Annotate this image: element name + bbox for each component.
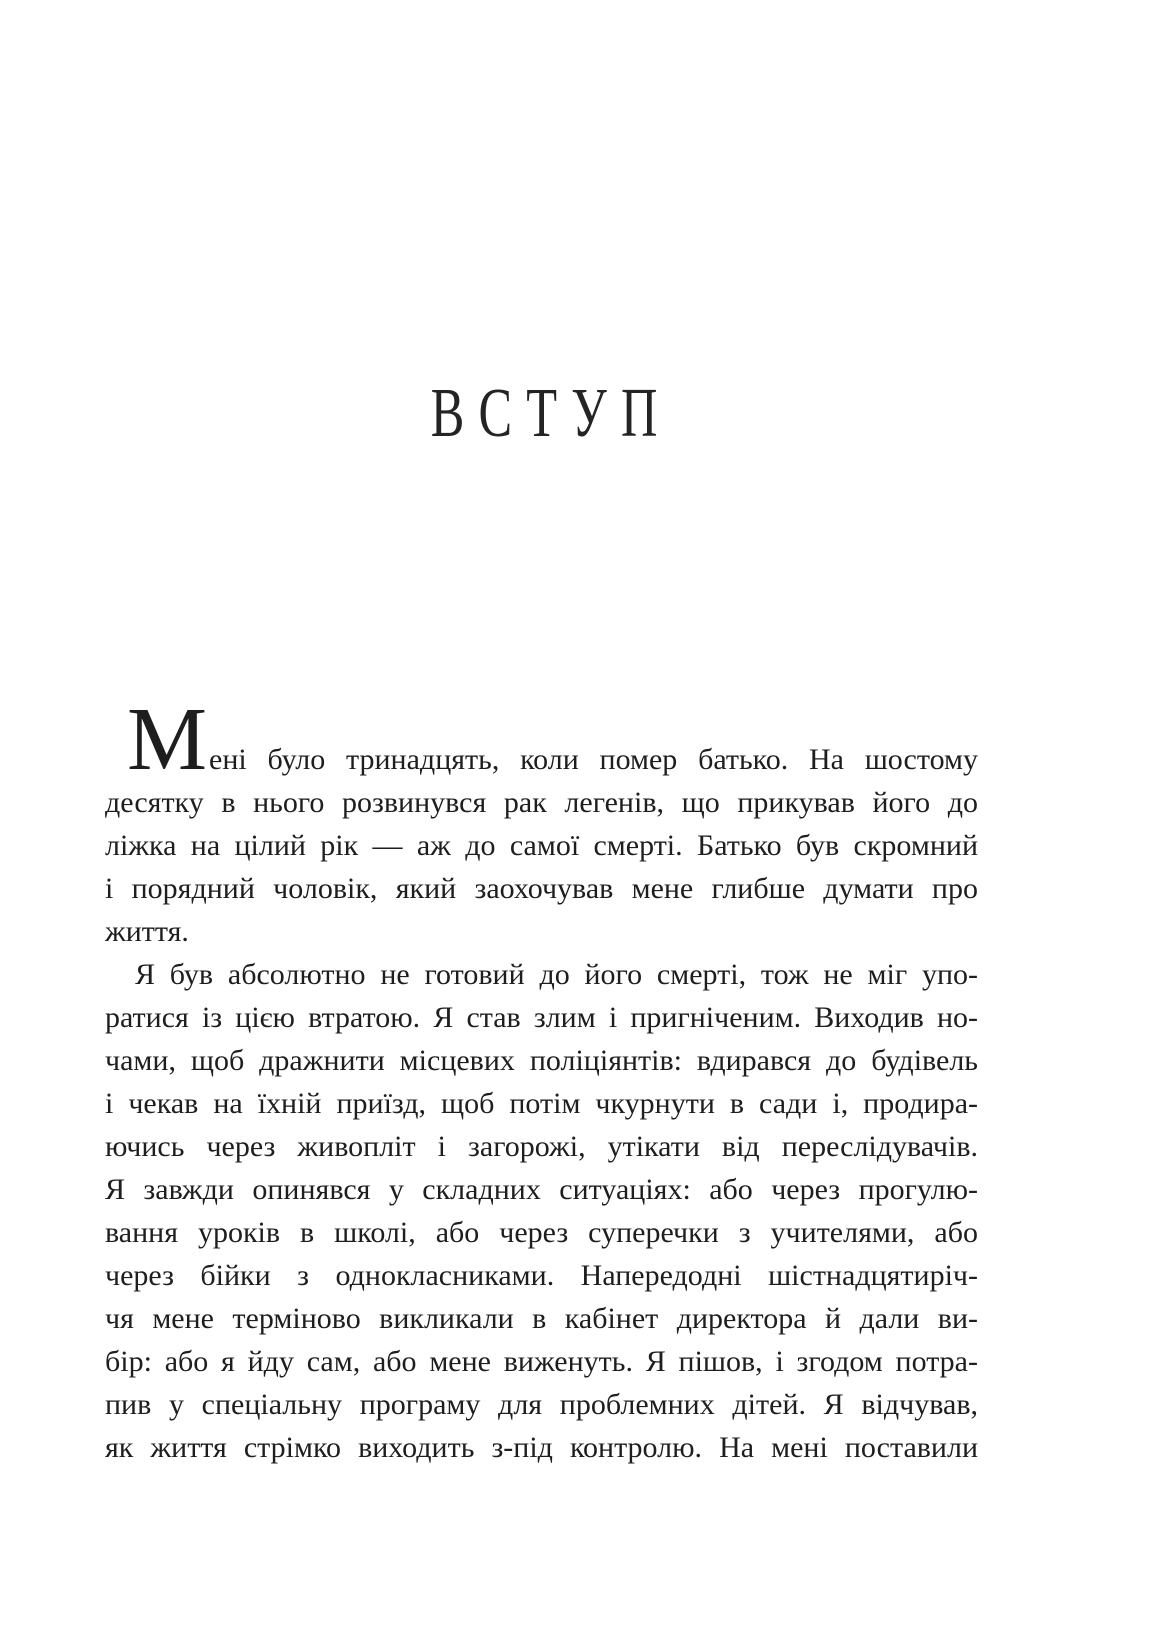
text-line: через бійки з однокласниками. Напередодні шістнадцятиріч- bbox=[105, 1259, 978, 1292]
text-line: чя мене терміново викликали в кабінет директора й дали ви- bbox=[105, 1302, 978, 1335]
text-line: вання уроків в школі, або через суперечки з учителями, або bbox=[105, 1216, 978, 1249]
chapter-title-text: ВСТУП bbox=[430, 375, 672, 452]
chapter-title bbox=[105, 375, 978, 452]
text-line: пив у спеціальну програму для проблемних дітей. Я відчував, bbox=[105, 1388, 978, 1421]
text-line: і порядний чоловік, який заохочував мене глибше думати про bbox=[105, 872, 978, 905]
text-line: десятку в нього розвинувся рак легенів, що прикував його до bbox=[105, 786, 978, 819]
line-text: ені було тринадцять, коли помер батько. На шостому bbox=[209, 743, 978, 776]
text-line bbox=[105, 690, 978, 789]
text-line: бір: або я йду сам, або мене виженуть. Я пішов, і згодом потра- bbox=[105, 1345, 978, 1378]
text-line: Я завжди опинявся у складних ситуаціях: або через прогулю- bbox=[105, 1173, 978, 1206]
text-line: ючись через живопліт і загорожі, утікати від переслідувачів. bbox=[105, 1130, 978, 1163]
body-text bbox=[105, 690, 978, 1469]
text-line: чами, щоб дражнити місцевих поліціянтів: вдирався до будівель bbox=[105, 1044, 978, 1077]
text-line: ратися із цією втратою. Я став злим і пригніченим. Виходив но- bbox=[105, 1001, 978, 1034]
text-line: Я був абсолютно не готовий до його смерті, тож не міг упо- bbox=[135, 958, 978, 991]
text-line: як життя стрімко виходить з-під контролю. На мені поставили bbox=[105, 1431, 978, 1464]
drop-cap: М bbox=[127, 690, 208, 789]
text-line: життя. bbox=[105, 915, 189, 948]
text-line: і чекав на їхній приїзд, щоб потім чкурнути в сади і, продира- bbox=[105, 1087, 978, 1120]
text-line: ліжка на цілий рік — аж до самої смерті. Батько був скромний bbox=[105, 829, 978, 862]
